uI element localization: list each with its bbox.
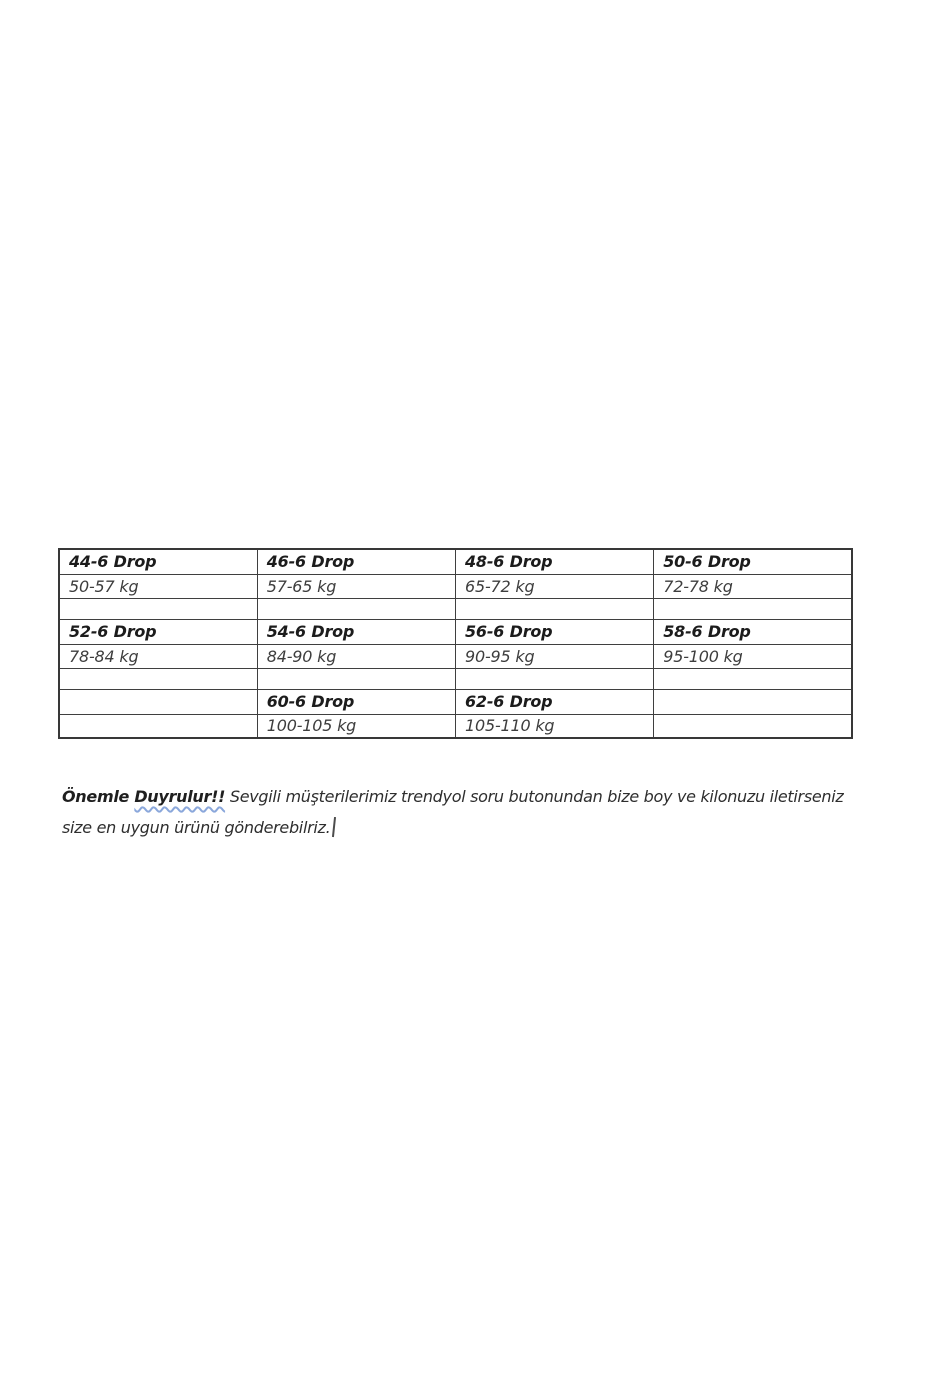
table-row (59, 574, 852, 598)
size-cell[interactable]: 46-6 Drop (257, 549, 455, 574)
weight-cell[interactable]: 72-78 kg (654, 574, 852, 598)
weight-cell[interactable]: 78-84 kg (59, 644, 257, 668)
table-row (59, 619, 852, 644)
spacer-cell[interactable] (257, 598, 455, 619)
announcement-lead (62, 787, 225, 806)
table-row (59, 598, 852, 619)
weight-cell[interactable]: 100-105 kg (257, 714, 455, 738)
size-cell[interactable]: 54-6 Drop (257, 619, 455, 644)
table-row (59, 549, 852, 574)
weight-cell[interactable]: 57-65 kg (257, 574, 455, 598)
size-cell[interactable]: 52-6 Drop (59, 619, 257, 644)
weight-cell[interactable]: 84-90 kg (257, 644, 455, 668)
weight-cell[interactable]: 50-57 kg (59, 574, 257, 598)
weight-cell[interactable]: 90-95 kg (456, 644, 654, 668)
size-cell[interactable]: 48-6 Drop (456, 549, 654, 574)
announcement (62, 781, 892, 843)
table-row (59, 668, 852, 689)
table-row (59, 689, 852, 714)
size-cell[interactable]: 62-6 Drop (456, 689, 654, 714)
size-cell[interactable]: 56-6 Drop (456, 619, 654, 644)
weight-cell[interactable]: 105-110 kg (456, 714, 654, 738)
spacer-cell[interactable] (654, 714, 852, 738)
spacer-cell[interactable] (456, 668, 654, 689)
text-cursor (332, 817, 336, 837)
announcement-body-2: size en uygun ürünü gönderebilriz. (62, 818, 331, 837)
spacer-cell[interactable] (654, 689, 852, 714)
announcement-line-1[interactable] (62, 781, 892, 812)
table-row (59, 644, 852, 668)
weight-cell[interactable]: 65-72 kg (456, 574, 654, 598)
size-cell[interactable]: 44-6 Drop (59, 549, 257, 574)
size-cell[interactable]: 58-6 Drop (654, 619, 852, 644)
announcement-lead-word: Önemle (62, 787, 135, 806)
size-cell[interactable]: 50-6 Drop (654, 549, 852, 574)
spacer-cell[interactable] (654, 598, 852, 619)
spacer-cell[interactable] (59, 714, 257, 738)
announcement-body-1: Sevgili müşterilerimiz trendyol soru butonundan bize boy ve kilonuzu iletirseniz (225, 787, 844, 806)
size-chart-table (58, 548, 853, 739)
weight-cell[interactable]: 95-100 kg (654, 644, 852, 668)
spacer-cell[interactable] (456, 598, 654, 619)
spacer-cell[interactable] (59, 668, 257, 689)
announcement-lead-misspelled: Duyrulur!! (134, 787, 226, 806)
spacer-cell[interactable] (257, 668, 455, 689)
spacer-cell[interactable] (59, 598, 257, 619)
size-cell[interactable]: 60-6 Drop (257, 689, 455, 714)
spacer-cell[interactable] (654, 668, 852, 689)
table-row (59, 714, 852, 738)
spacer-cell[interactable] (59, 689, 257, 714)
announcement-line-2[interactable] (62, 812, 892, 843)
